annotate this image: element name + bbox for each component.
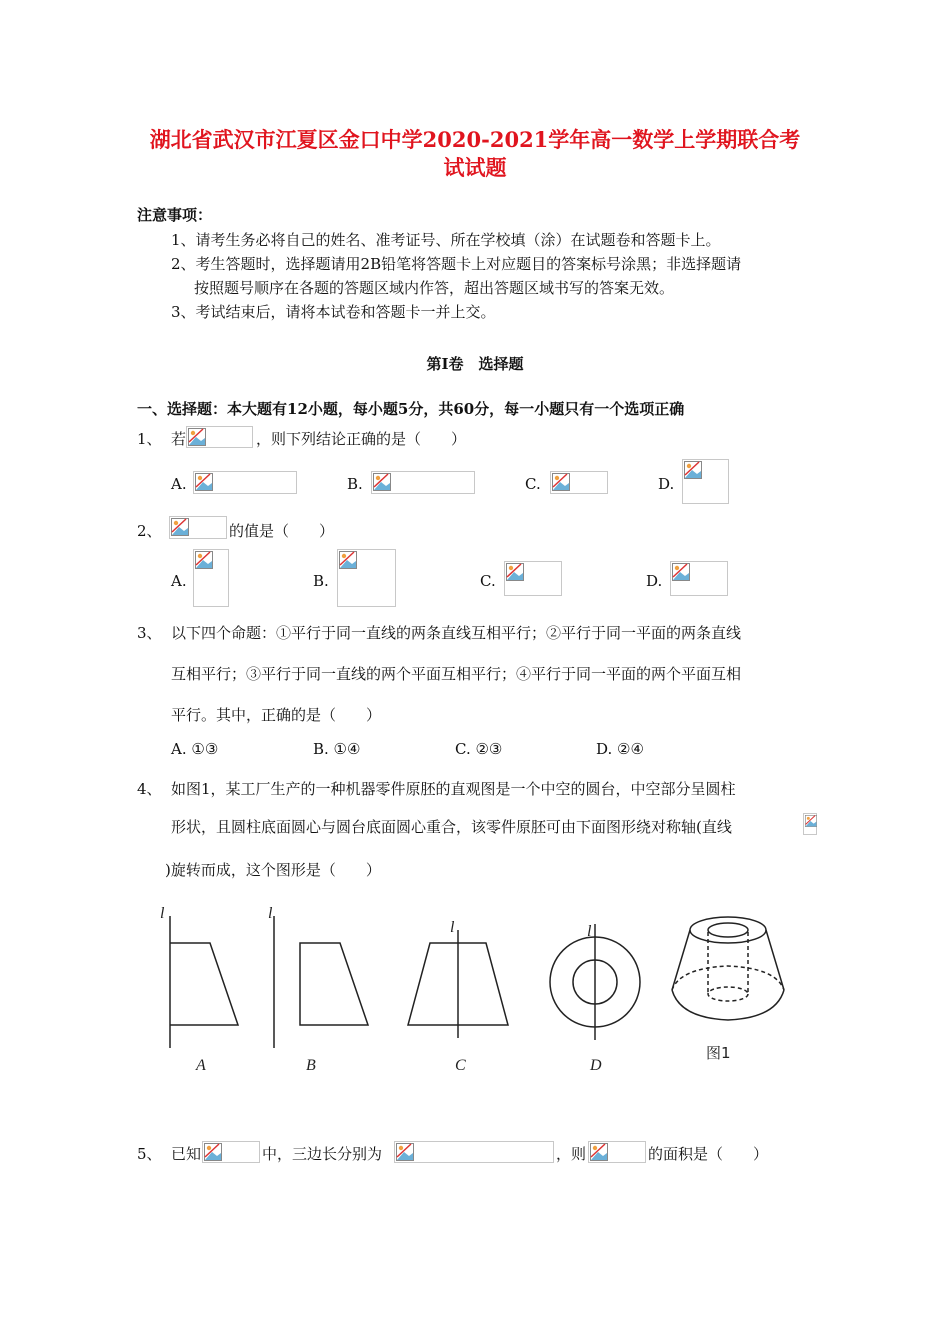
- q3-line-1: 以下四个命题：①平行于同一直线的两条直线互相平行；②平行于同一平面的两条直线: [171, 624, 742, 642]
- q1-option-b-image: [371, 471, 475, 494]
- frustum-right-edge: [766, 930, 784, 990]
- q5-sides-image: [394, 1141, 554, 1163]
- notice-item-3: 3、考试结束后，请将本试卷和答题卡一并上交。: [171, 303, 496, 321]
- broken-image-icon: [373, 473, 391, 491]
- q5-triangle-image: [202, 1141, 260, 1163]
- figure-a-shape: [170, 943, 238, 1025]
- q1-number: 1、: [137, 430, 162, 448]
- q1-option-a: A.: [171, 475, 187, 493]
- broken-image-icon: [171, 518, 189, 536]
- q3-option-d: D. ②④: [596, 740, 644, 758]
- broken-image-icon: [188, 428, 206, 446]
- broken-image-icon: [684, 461, 702, 479]
- figure-1-label: 图1: [706, 1044, 731, 1062]
- q1-pre: 若: [171, 430, 187, 448]
- q3-number: 3、: [137, 624, 162, 642]
- broken-image-icon: [805, 815, 817, 827]
- q3-option-b: B. ①④: [313, 740, 361, 758]
- q1-option-a-image: [193, 471, 297, 494]
- broken-image-icon: [672, 563, 690, 581]
- cylinder-bottom-ellipse: [708, 987, 748, 1001]
- q5-mid-2: ，则: [556, 1145, 587, 1163]
- q1-option-c: C.: [525, 475, 541, 493]
- figure-b-axis-label: l: [268, 905, 273, 922]
- notice-heading: 注意事项：: [137, 206, 213, 224]
- q5-triangle-image-2: [588, 1141, 646, 1163]
- frustum-top-hole: [708, 923, 748, 937]
- q3-line-2: 互相平行；③平行于同一直线的两个平面互相平行；④平行于同一平面的两个平面互相: [171, 665, 742, 683]
- q2-option-a: A.: [171, 572, 187, 590]
- figure-d-axis-label: l: [587, 923, 592, 940]
- frustum-left-edge: [672, 930, 690, 990]
- q2-number: 2、: [137, 522, 162, 540]
- q4-line-1: 如图1，某工厂生产的一种机器零件原胚的直观图是一个中空的圆台，中空部分呈圆柱: [171, 780, 736, 798]
- q1-post: ，则下列结论正确的是（ ）: [256, 430, 467, 448]
- figure-b-shape: [300, 943, 368, 1025]
- broken-image-icon: [396, 1143, 414, 1161]
- figure-c-axis-label: l: [450, 919, 455, 936]
- notice-item-2a: 2、考生答题时，选择题请用2B铅笔将答题卡上对应题目的答案标号涂黑；非选择题请: [171, 255, 742, 273]
- q2-option-b: B.: [313, 572, 329, 590]
- broken-image-icon: [195, 551, 213, 569]
- q5-post: 的面积是（ ）: [648, 1145, 769, 1163]
- q1-formula-image: [186, 426, 253, 448]
- q2-option-c: C.: [480, 572, 496, 590]
- broken-image-icon: [552, 473, 570, 491]
- q3-option-c: C. ②③: [455, 740, 503, 758]
- q4-number: 4、: [137, 780, 162, 798]
- q2-option-d-image: [670, 561, 728, 596]
- q5-mid-1: 中，三边长分别为: [262, 1145, 383, 1163]
- figure-a-label: A: [196, 1057, 206, 1074]
- q4-line-3: )旋转而成，这个图形是（ ）: [165, 861, 381, 879]
- broken-image-icon: [195, 473, 213, 491]
- q1-option-d-image: [682, 459, 729, 504]
- part1-heading: 一、选择题：本大题有12小题，每小题5分，共60分，每一小题只有一个选项正确: [137, 400, 685, 418]
- q2-option-d: D.: [646, 572, 663, 590]
- q4-figures: [150, 900, 800, 1080]
- q2-option-c-image: [504, 561, 562, 596]
- document-title-line2: 试试题: [443, 155, 507, 180]
- q3-option-a: A. ①③: [171, 740, 219, 758]
- section-title: 第Ⅰ卷 选择题: [426, 355, 524, 373]
- broken-image-icon: [339, 551, 357, 569]
- q2-option-b-image: [337, 549, 396, 607]
- notice-item-2b: 按照题号顺序在各题的答题区域内作答，超出答题区域书写的答案无效。: [194, 279, 675, 297]
- frustum-top-ellipse: [690, 917, 766, 943]
- figure-b-label: B: [306, 1057, 316, 1074]
- document-title-line1: 湖北省武汉市江夏区金口中学2020-2021学年高一数学上学期联合考: [149, 127, 801, 152]
- q1-option-c-image: [550, 471, 608, 494]
- q2-option-a-image: [193, 549, 229, 607]
- figure-c-label: C: [455, 1057, 466, 1074]
- q1-option-d: D.: [658, 475, 675, 493]
- broken-image-icon: [204, 1143, 222, 1161]
- figure-d-label: D: [590, 1057, 602, 1074]
- broken-image-icon: [506, 563, 524, 581]
- q3-line-3: 平行。其中，正确的是（ ）: [171, 706, 382, 724]
- q4-line-2: 形状，且圆柱底面圆心与圆台底面圆心重合，该零件原胚可由下面图形绕对称轴(直线: [171, 818, 732, 836]
- figure-a-axis-label: l: [160, 905, 165, 922]
- frustum-bottom-front: [672, 990, 784, 1020]
- notice-item-1: 1、请考生务必将自己的姓名、准考证号、所在学校填（涂）在试题卷和答题卡上。: [171, 231, 721, 249]
- q1-option-b: B.: [347, 475, 363, 493]
- q2-formula-image: [169, 516, 227, 539]
- q5-number: 5、: [137, 1145, 162, 1163]
- q4-axis-formula-image: [803, 813, 817, 835]
- broken-image-icon: [590, 1143, 608, 1161]
- q5-pre: 已知: [171, 1145, 202, 1163]
- q2-post: 的值是（ ）: [229, 522, 335, 540]
